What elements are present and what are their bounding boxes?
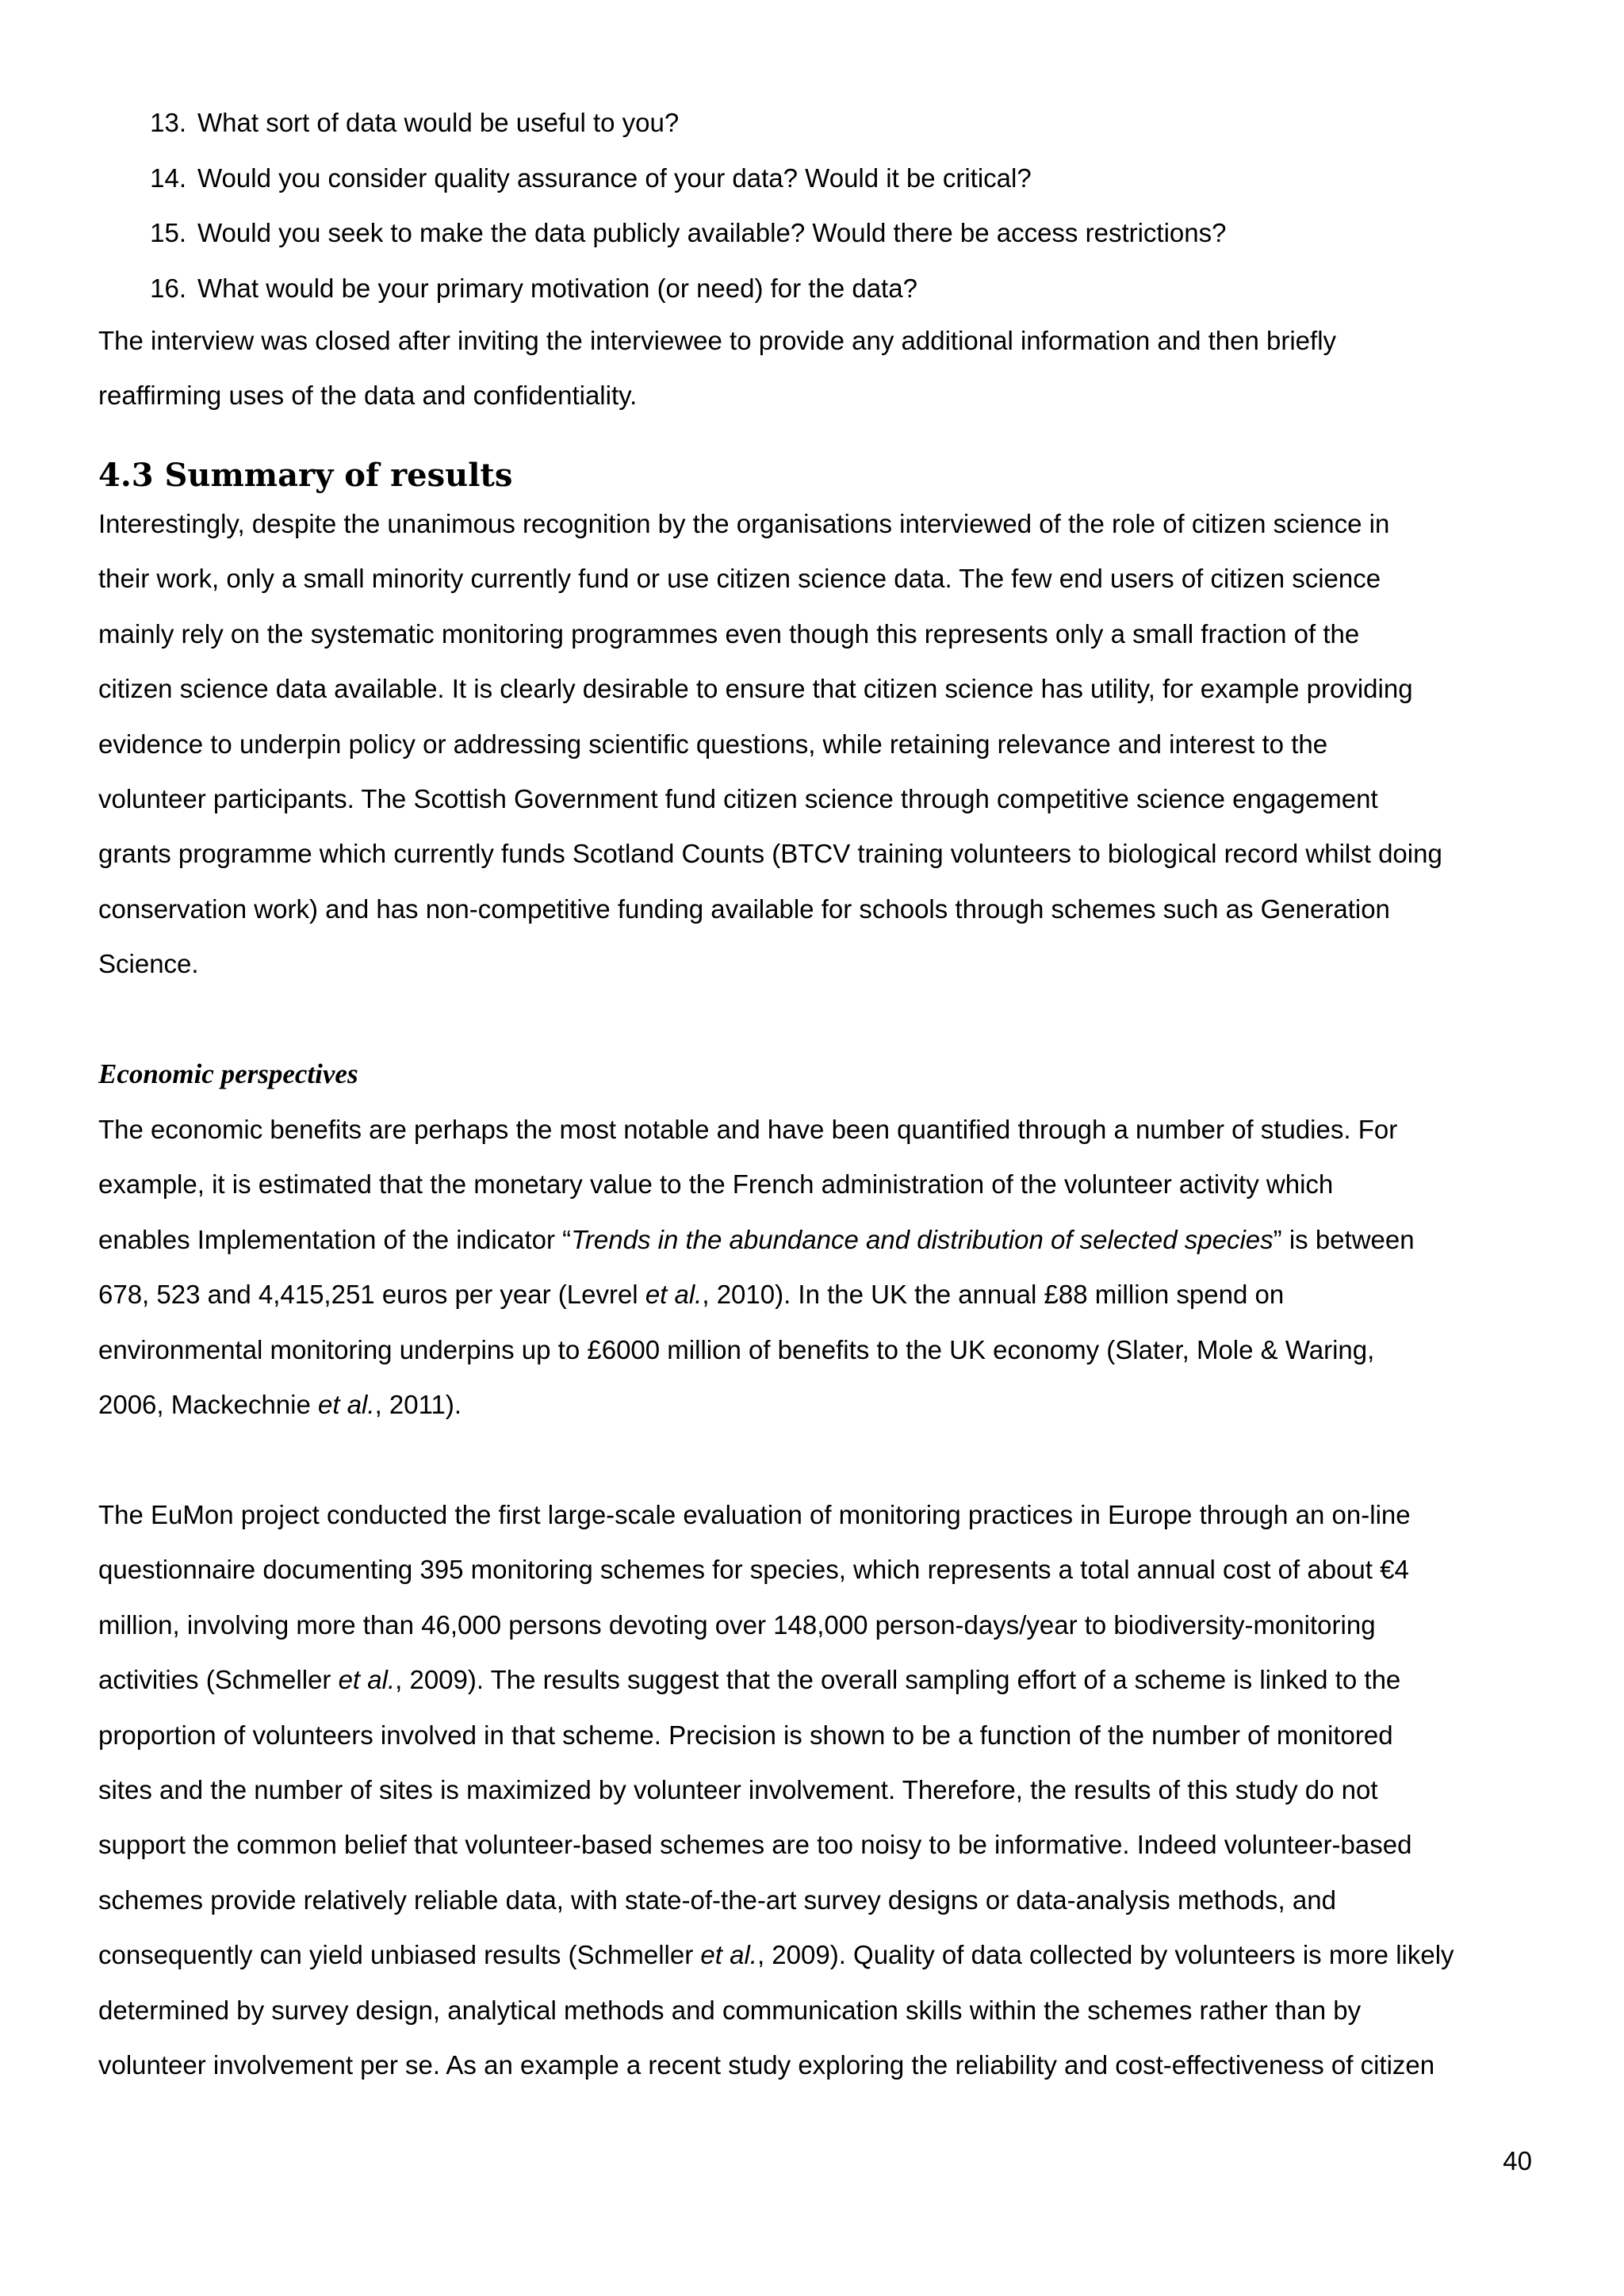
citation-et-al: et al. xyxy=(645,1280,703,1310)
text-run: 678, 523 and 4,415,251 euros per year (Levrel xyxy=(98,1280,645,1310)
question-number: 15. xyxy=(150,218,186,248)
text-run: , 2009). Quality of data collected by volunteers is more likely xyxy=(756,1940,1454,1970)
text-line: conservation work) and has non-competitive funding available for schools through schemes such as Generation xyxy=(98,894,1390,924)
text-line: The EuMon project conducted the first large-scale evaluation of monitoring practices in Europe through an on-line xyxy=(98,1500,1411,1529)
text-line: proportion of volunteers involved in that scheme. Precision is shown to be a function of the number of monitored xyxy=(98,1720,1393,1750)
text-run: , 2011). xyxy=(374,1389,462,1419)
question-text: Would you seek to make the data publicly available? Would there be access restrictions? xyxy=(197,218,1227,248)
interview-question-list xyxy=(98,95,1542,316)
text-line xyxy=(98,1652,1549,1707)
text-line: determined by survey design, analytical methods and communication skills within the schemes rather than by xyxy=(98,1995,1362,2025)
text-line: volunteer participants. The Scottish Government fund citizen science through competitive science engagement xyxy=(98,783,1378,813)
citation-et-al: et al. xyxy=(338,1665,396,1695)
text-line: mainly rely on the systematic monitoring programmes even though this represents only a small fraction of the xyxy=(98,618,1360,649)
economic-paragraph-1 xyxy=(98,1102,1549,1432)
text-line xyxy=(98,1212,1549,1267)
text-line xyxy=(98,1267,1549,1322)
text-line: The interview was closed after inviting the interviewee to provide any additional information and then briefly xyxy=(98,326,1337,355)
closing-paragraph xyxy=(98,313,1549,423)
text-run: enables Implementation of the indicator “ xyxy=(98,1224,572,1254)
list-item xyxy=(98,151,1542,206)
text-line: reaffirming uses of the data and confidentiality. xyxy=(98,381,638,411)
question-number: 13. xyxy=(150,108,186,137)
text-line: Science. xyxy=(98,949,199,979)
text-line: example, it is estimated that the monetary value to the French administration of the volunteer activity which xyxy=(98,1169,1334,1200)
text-run: , 2009). The results suggest that the overall sampling effort of a scheme is linked to the xyxy=(395,1665,1401,1695)
question-number: 16. xyxy=(150,273,186,303)
text-line: schemes provide relatively reliable data, with state-of-the-art survey designs or data-analysis methods, and xyxy=(98,1885,1336,1915)
text-run: , 2010). In the UK the annual £88 million spend on xyxy=(702,1280,1285,1310)
question-text: What sort of data would be useful to you? xyxy=(197,108,680,137)
list-item xyxy=(98,205,1542,261)
page-number: 40 xyxy=(1503,2146,1532,2175)
text-line: support the common belief that volunteer-based schemes are too noisy to be informative. Indeed volunteer-based xyxy=(98,1830,1412,1860)
citation-et-al: et al. xyxy=(318,1389,375,1419)
section-heading: 4.3 Summary of results xyxy=(98,457,513,494)
text-line: questionnaire documenting 395 monitoring schemes for species, which represents a total annual cost of about €4 xyxy=(98,1555,1409,1585)
text-line: sites and the number of sites is maximized by volunteer involvement. Therefore, the results of this study do not xyxy=(98,1774,1378,1804)
text-line: grants programme which currently funds Scotland Counts (BTCV training volunteers to biological record whilst doing xyxy=(98,839,1442,869)
text-line: volunteer involvement per se. As an example a recent study exploring the reliability and cost-effectiveness of citizen xyxy=(98,2049,1435,2080)
text-line: citizen science data available. It is clearly desirable to ensure that citizen science has utility, for example providing xyxy=(98,674,1413,704)
summary-paragraph xyxy=(98,496,1549,992)
text-line: million, involving more than 46,000 persons devoting over 148,000 person-days/year to biodiversity-monitoring xyxy=(98,1609,1376,1640)
economic-perspectives-heading: Economic perspectives xyxy=(98,1058,358,1089)
text-run: 2006, Mackechnie xyxy=(98,1389,319,1419)
text-line xyxy=(98,1927,1549,1982)
text-run: activities (Schmeller xyxy=(98,1665,339,1695)
text-run: consequently can yield unbiased results (Schmeller xyxy=(98,1940,701,1970)
citation-et-al: et al. xyxy=(700,1940,757,1970)
question-number: 14. xyxy=(150,163,186,193)
question-text: Would you consider quality assurance of your data? Would it be critical? xyxy=(197,163,1032,193)
text-line: evidence to underpin policy or addressing scientific questions, while retaining relevance and interest to the xyxy=(98,729,1328,759)
text-line: their work, only a small minority currently fund or use citizen science data. The few end users of citizen science xyxy=(98,564,1381,594)
document-page xyxy=(98,0,1542,2296)
text-line: Interestingly, despite the unanimous recognition by the organisations interviewed of the role of citizen science in xyxy=(98,509,1390,538)
text-run: ” is between xyxy=(1273,1224,1415,1254)
list-item xyxy=(98,261,1542,316)
indicator-title: Trends in the abundance and distribution of selected species xyxy=(571,1224,1274,1254)
text-line: The economic benefits are perhaps the most notable and have been quantified through a number of studies. For xyxy=(98,1115,1398,1144)
list-item xyxy=(98,95,1542,151)
question-text: What would be your primary motivation (or need) for the data? xyxy=(197,273,917,303)
text-line: environmental monitoring underpins up to £6000 million of benefits to the UK economy (Slater, Mole & Waring, xyxy=(98,1334,1375,1364)
economic-paragraph-2 xyxy=(98,1487,1549,2092)
text-line xyxy=(98,1377,1549,1432)
